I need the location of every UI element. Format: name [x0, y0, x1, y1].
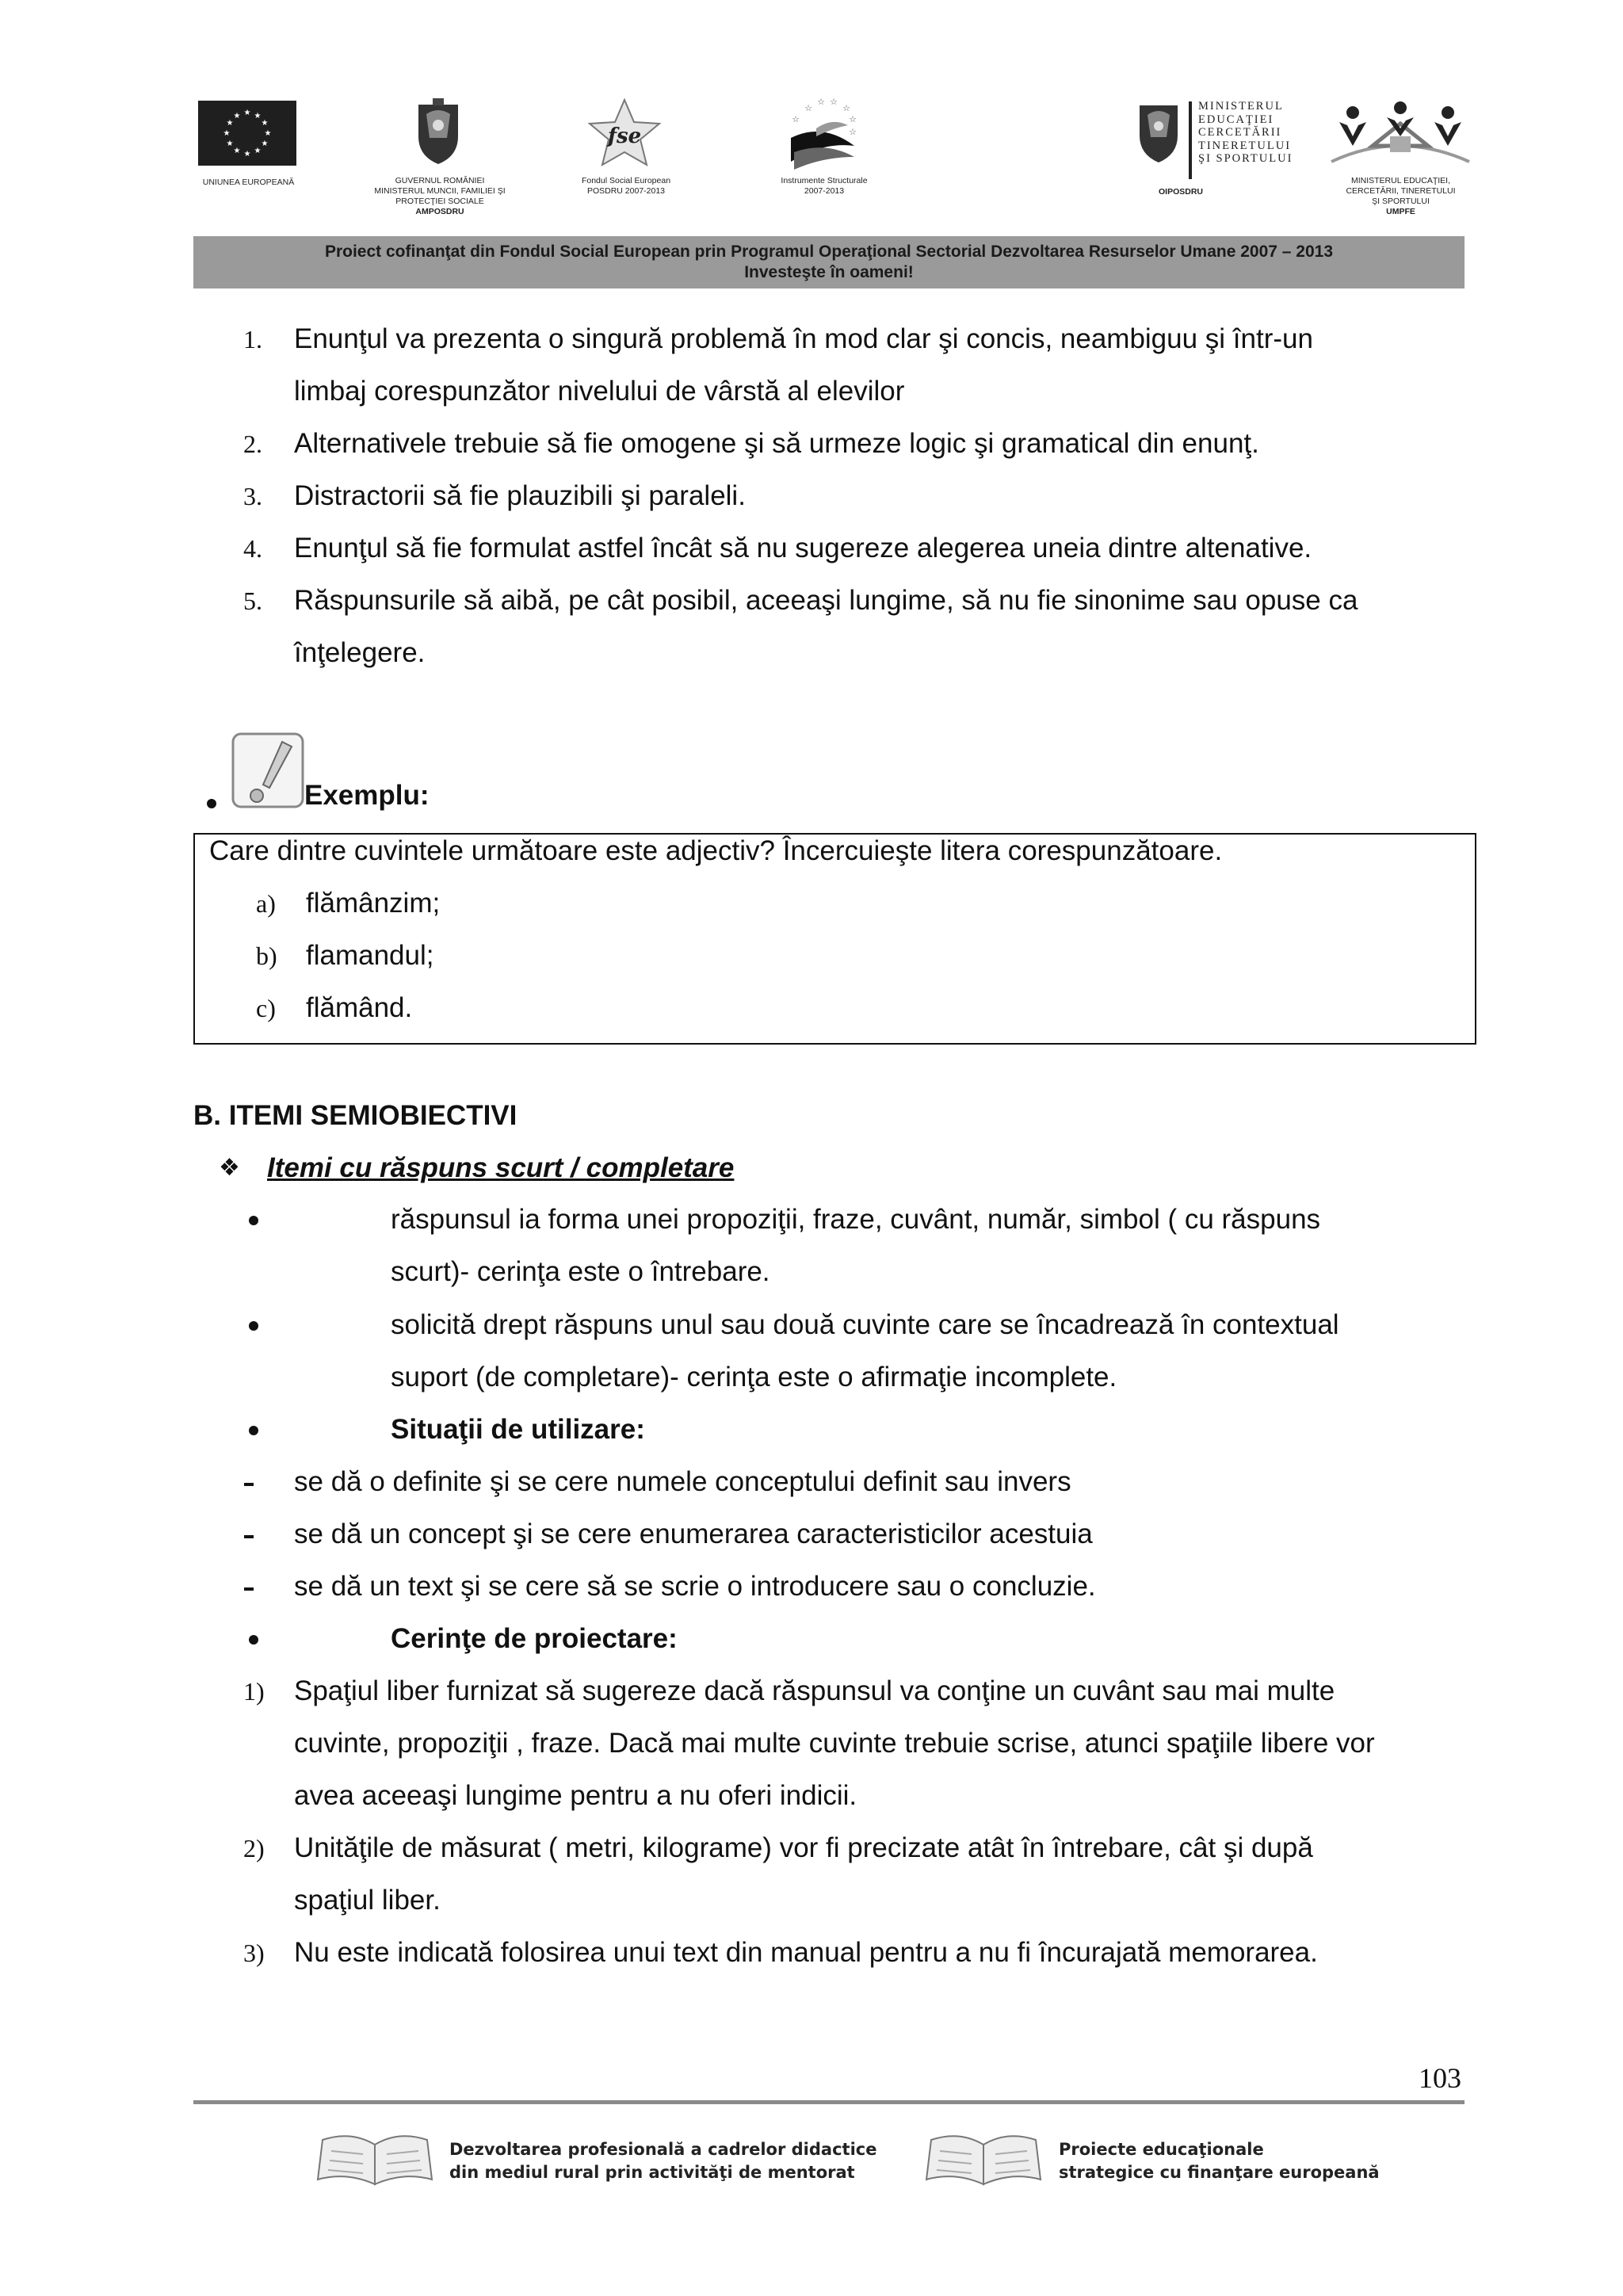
diamond-bullet-icon: ❖	[219, 1154, 240, 1182]
romania-crest-icon	[411, 97, 466, 170]
design-item-text: spaţiul liber.	[294, 1885, 441, 1916]
svg-text:★: ★	[223, 129, 231, 138]
bullet-text: suport (de completare)- cerinţa este o afirmaţie incomplete.	[391, 1362, 1117, 1392]
list-item-text: Distractorii să fie plauzibili şi paraleli.	[294, 480, 746, 511]
design-item-text: Nu este indicată folosirea unui text din manual pentru a nu fi încurajată memorarea.	[294, 1937, 1318, 1968]
svg-text:☆: ☆	[849, 114, 857, 124]
bullet-text: răspunsul ia forma unei propoziţii, fraze, cuvânt, număr, simbol ( cu răspuns	[391, 1204, 1321, 1235]
logo-caption-fse: Fondul Social European POSDRU 2007-2013	[581, 176, 671, 196]
svg-text:fse: fse	[607, 124, 642, 148]
list-number: 1)	[243, 1677, 265, 1706]
list-number: 3)	[243, 1939, 265, 1967]
banner-line-2: Investeşte în oameni!	[744, 263, 914, 281]
list-number: 1.	[243, 325, 262, 353]
ministry-name: MINISTERUL EDUCAŢIEI CERCETĂRII TINERETULUI ŞI SPORTULUI	[1198, 100, 1293, 165]
design-item-text: Spaţiul liber furnizat să sugereze dacă răspunsul va conţine un cuvânt sau mai multe	[294, 1675, 1335, 1706]
option-text: flamandul;	[306, 940, 434, 971]
list-item-text: Alternativele trebuie să fie omogene şi să urmeze logic şi gramatical din enunţ.	[294, 428, 1259, 459]
logo-caption-eu: UNIUNEA EUROPEANĂ	[202, 178, 295, 187]
example-question: Care dintre cuvintele următoare este adjectiv? Încercuieşte litera corespunzătoare.	[209, 835, 1223, 866]
bullet-icon	[249, 1635, 258, 1645]
dash-icon	[244, 1535, 254, 1538]
list-item-text: Răspunsurile să aibă, pe cât posibil, aceeaşi lungime, să nu fie sinonime sau opuse ca	[294, 585, 1358, 616]
example-label: Exemplu:	[304, 780, 430, 811]
usage-item: se dă un text şi se cere să se scrie o introducere sau o concluzie.	[294, 1571, 1096, 1602]
umpfe-logo-icon	[1325, 98, 1476, 174]
logo-caption-oiposdru: OIPOSDRU	[1158, 187, 1203, 197]
open-book-icon	[924, 2130, 1043, 2191]
usage-title: Situaţii de utilizare:	[391, 1414, 645, 1445]
footer-left-text: Dezvoltarea profesională a cadrelor didactice din mediul rural prin activităţi de mentorat	[449, 2140, 877, 2182]
dash-icon	[244, 1587, 254, 1591]
design-item-text: Unităţile de măsurat ( metri, kilograme) vor fi precizate atât în întrebare, cât şi după	[294, 1832, 1313, 1863]
eu-flag-icon	[198, 101, 296, 166]
footer-right-text: Proiecte educaţionale strategice cu finanţare europeană	[1059, 2140, 1380, 2182]
ministry-crest-icon	[1135, 99, 1182, 170]
list-number: 5.	[243, 586, 262, 615]
svg-text:★: ★	[261, 139, 269, 148]
design-item-text: cuvinte, propoziţii , fraze. Dacă mai multe cuvinte trebuie scrise, atunci spaţiile libere vor	[294, 1728, 1375, 1759]
option-text: flămând.	[306, 992, 413, 1023]
bullet-icon	[249, 1426, 258, 1435]
structural-instruments-icon	[785, 97, 864, 176]
ministry-divider	[1189, 101, 1192, 179]
svg-text:★: ★	[261, 119, 269, 128]
svg-text:☆: ☆	[830, 97, 838, 107]
page-number: 103	[1419, 2062, 1461, 2094]
svg-text:★: ★	[254, 112, 262, 120]
svg-text:☆: ☆	[792, 114, 800, 124]
open-book-icon	[315, 2130, 434, 2191]
svg-text:★: ★	[233, 112, 241, 120]
svg-text:☆: ☆	[849, 127, 857, 137]
svg-text:★: ★	[233, 147, 241, 155]
usage-item: se dă un concept şi se cere enumerarea caracteristicilor acestuia	[294, 1519, 1093, 1549]
option-letter: c)	[256, 994, 276, 1022]
cofinancing-banner	[193, 236, 1465, 288]
bullet-text: scurt)- cerinţa este o întrebare.	[391, 1256, 770, 1287]
logo-caption-umpfe: MINISTERUL EDUCAŢIEI, CERCETĂRII, TINERETULUI ŞI SPORTULUI UMPFE	[1346, 176, 1456, 216]
list-item-text: înţelegere.	[294, 637, 426, 668]
logo-caption-government: GUVERNUL ROMÂNIEI MINISTERUL MUNCII, FAMILIEI ŞI PROTECŢIEI SOCIALE AMPOSDRU	[374, 176, 506, 216]
svg-text:★: ★	[226, 139, 234, 148]
option-letter: b)	[256, 942, 277, 970]
list-number: 4.	[243, 534, 262, 563]
footer-rule	[193, 2100, 1465, 2104]
svg-text:★: ★	[243, 150, 251, 159]
bullet-icon	[207, 799, 216, 808]
list-number: 3.	[243, 482, 262, 510]
bullet-text: solicită drept răspuns unul sau două cuvinte care se încadrează în contextual	[391, 1309, 1339, 1340]
bullet-icon	[249, 1216, 258, 1225]
dash-icon	[244, 1483, 254, 1486]
exclamation-note-icon	[230, 731, 306, 814]
list-number: 2)	[243, 1834, 265, 1862]
section-subtitle: Itemi cu răspuns scurt / completare	[267, 1152, 735, 1183]
usage-item: se dă o definite şi se cere numele conceptului definit sau invers	[294, 1466, 1071, 1497]
option-text: flămânzim;	[306, 888, 441, 919]
design-title: Cerinţe de proiectare:	[391, 1623, 678, 1654]
list-item-text: limbaj corespunzător nivelului de vârstă al elevilor	[294, 376, 905, 407]
bullet-icon	[249, 1321, 258, 1331]
list-item-text: Enunţul va prezenta o singură problemă în mod clar şi concis, neambiguu şi într-un	[294, 323, 1313, 354]
banner-line-1: Proiect cofinanţat din Fondul Social European prin Programul Operaţional Sectorial Dezvoltarea Resurselor Umane 2007 – 2013	[324, 243, 1334, 261]
list-item-text: Enunţul să fie formulat astfel încât să nu sugereze alegerea uneia dintre altenative.	[294, 533, 1312, 563]
svg-text:★: ★	[254, 147, 262, 155]
logo-caption-instruments: Instrumente Structurale 2007-2013	[781, 176, 868, 196]
section-title: B. ITEMI SEMIOBIECTIVI	[193, 1100, 517, 1131]
svg-text:☆: ☆	[842, 103, 850, 113]
svg-text:★: ★	[243, 109, 251, 117]
svg-text:★: ★	[264, 129, 272, 138]
option-letter: a)	[256, 889, 276, 918]
design-item-text: avea aceeaşi lungime pentru a nu oferi indicii.	[294, 1780, 857, 1811]
svg-text:★: ★	[226, 119, 234, 128]
list-number: 2.	[243, 430, 262, 458]
fse-star-icon	[585, 97, 664, 172]
svg-text:☆: ☆	[817, 97, 825, 107]
svg-text:☆: ☆	[804, 103, 812, 113]
